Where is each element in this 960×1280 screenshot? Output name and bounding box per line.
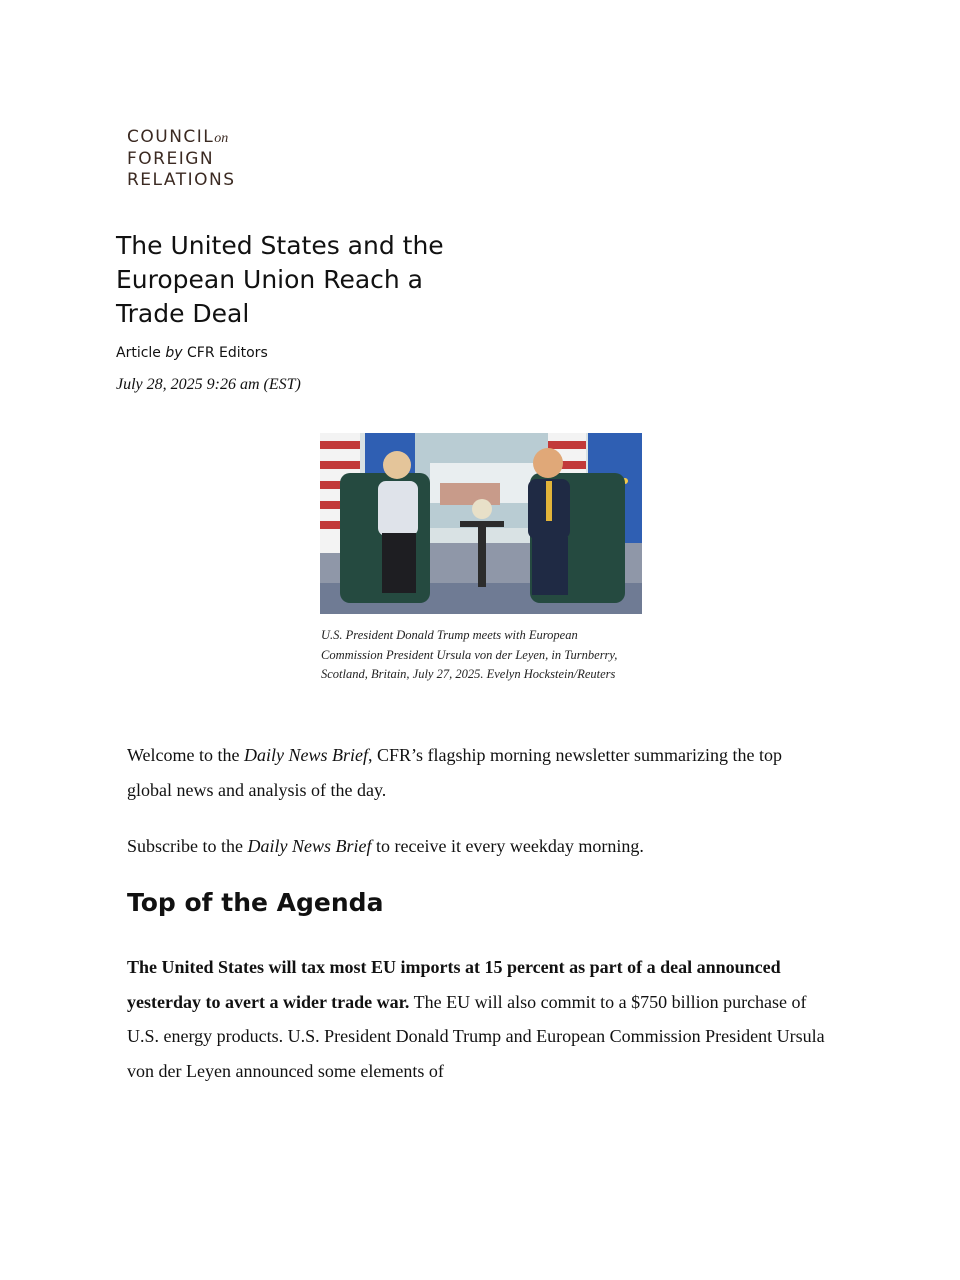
logo-line-relations: RELATIONS xyxy=(127,170,236,190)
photo-caption: U.S. President Donald Trump meets with European Commission President Ursula von der Leyen, in Turnberry, Scotland, Britain, July 27, 2025. Evelyn Hockstein/Reuters xyxy=(321,628,618,681)
byline-by: by xyxy=(165,345,183,361)
photo-illustration xyxy=(320,433,642,614)
intro-paragraph: Welcome to the Daily News Brief, CFR’s flagship morning newsletter summarizing the top global news and analysis of the day. xyxy=(127,745,782,800)
byline xyxy=(116,345,268,361)
article-photo xyxy=(320,433,642,614)
subscribe-link[interactable]: Daily News Brief xyxy=(247,836,372,856)
lead-paragraph xyxy=(127,950,827,1088)
author-link[interactable]: CFR Editors xyxy=(187,345,268,361)
article-type: Article xyxy=(116,345,161,361)
logo-line-foreign: FOREIGN xyxy=(127,149,215,169)
logo-line-council: COUNCILon xyxy=(127,127,229,147)
article-title: The United States and the European Union Reach a Trade Deal xyxy=(116,231,444,328)
newsletter-name-link[interactable]: Daily News Brief xyxy=(244,745,369,765)
logo-on: on xyxy=(214,131,229,146)
lead-rest: The EU will also commit to a $750 billion purchase of U.S. energy products. U.S. President Donald Trump and European Commission President Ursula von der Leyen announced some elements of xyxy=(127,991,825,1081)
publish-date: July 28, 2025 9:26 am (EST) xyxy=(116,376,301,393)
section-heading: Top of the Agenda xyxy=(127,888,384,917)
cfr-logo[interactable] xyxy=(127,127,236,191)
subscribe-paragraph: Subscribe to the Daily News Brief to receive it every weekday morning. xyxy=(127,836,644,856)
lead-bold: The United States will tax most EU imports at 15 percent as part of a deal announced yesterday to avert a wider trade war. xyxy=(127,957,781,1012)
